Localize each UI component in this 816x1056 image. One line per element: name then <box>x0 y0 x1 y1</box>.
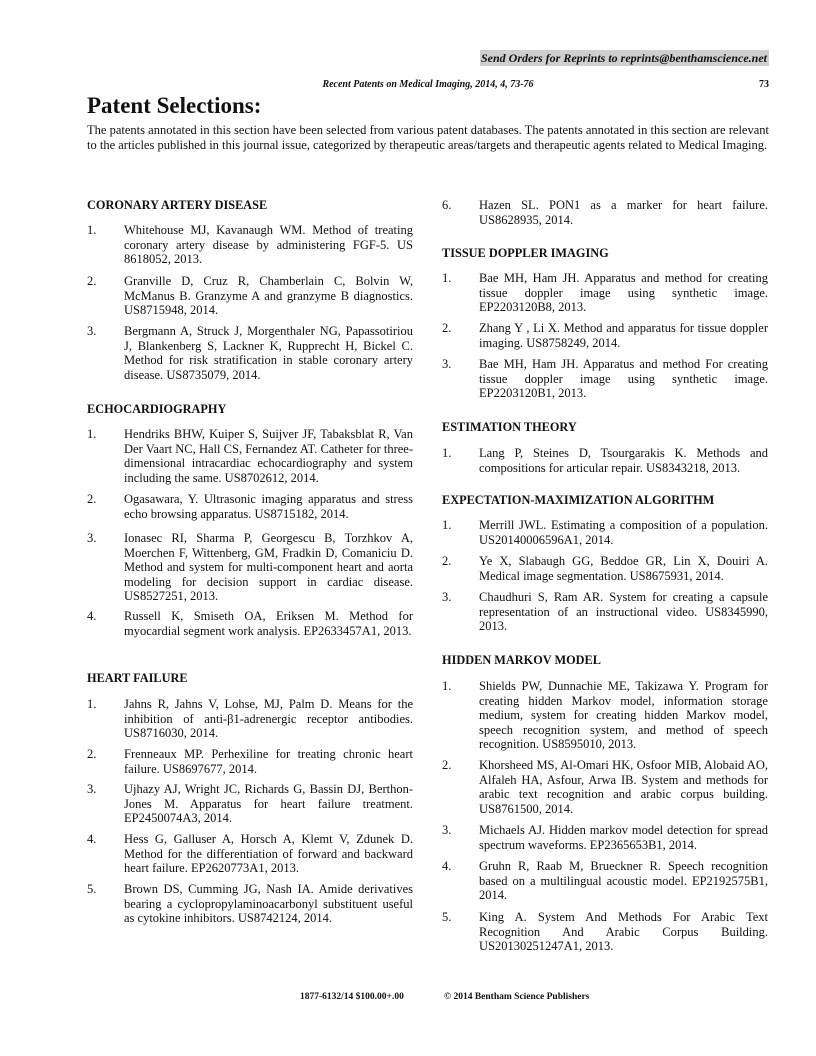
entry-text: Hess G, Galluser A, Horsch A, Klemt V, Zdunek D. Method for the differentiation of forward and backward heart failure. EP2620773A1, 2013. <box>124 832 413 876</box>
entry-text: King A. System And Methods For Arabic Text Recognition And Arabic Corpus Building. US20130251247A1, 2013. <box>479 910 768 954</box>
entry-number: 3. <box>87 782 97 796</box>
entry-number: 5. <box>442 910 452 924</box>
section-heading: EXPECTATION-MAXIMIZATION ALGORITHM <box>442 493 715 507</box>
intro-paragraph: The patents annotated in this section have been selected from various patent databases. The patents annotated in this section are relevant to the articles published in this journal issue, categorized by therapeutic areas/targets and therapeutic agents related to Medical Imaging. <box>87 123 769 152</box>
entry-number: 2. <box>442 758 452 772</box>
reprint-notice: Send Orders for Reprints to reprints@benthamscience.net <box>480 51 767 65</box>
entry-number: 3. <box>442 357 452 371</box>
entry-text: Zhang Y , Li X. Method and apparatus for tissue doppler imaging. US8758249, 2014. <box>479 321 768 350</box>
entry-number: 1. <box>442 518 452 532</box>
entry-text: Russell K, Smiseth OA, Eriksen M. Method for myocardial segment work analysis. EP2633457A1, 2013. <box>124 609 413 638</box>
patent-entry <box>87 747 413 776</box>
entry-number: 3. <box>442 590 452 604</box>
entry-number: 1. <box>87 223 97 237</box>
entry-number: 1. <box>87 427 97 441</box>
copyright: © 2014 Bentham Science Publishers <box>444 992 590 1002</box>
patent-entry <box>442 446 768 475</box>
section-heading: TISSUE DOPPLER IMAGING <box>442 246 609 260</box>
entry-number: 6. <box>442 198 452 212</box>
entry-text: Bergmann A, Struck J, Morgenthaler NG, Papassotiriou J, Blankenberg S, Lackner K, Rupprecht H, Bickel C. Method for risk stratification in stable coronary artery disease. US8735079, 2014. <box>124 324 413 382</box>
section-heading: ESTIMATION THEORY <box>442 420 577 434</box>
patent-entry <box>87 882 413 926</box>
entry-text: Gruhn R, Raab M, Brueckner R. Speech recognition based on a multilingual acoustic model. EP2192575B1, 2014. <box>479 859 768 903</box>
patent-entry <box>87 274 413 318</box>
section-heading: HIDDEN MARKOV MODEL <box>442 653 601 667</box>
entry-number: 1. <box>442 271 452 285</box>
patent-entry <box>442 321 768 350</box>
entry-text: Granville D, Cruz R, Chamberlain C, Bolvin W, McManus B. Granzyme A and granzyme B diagnostics. US8715948, 2014. <box>124 274 413 318</box>
patent-entry <box>442 198 768 227</box>
entry-text: Hendriks BHW, Kuiper S, Suijver JF, Tabaksblat R, Van Der Vaart NC, Hall CS, Fernandez AT. Catheter for three-dimensional intracardiac echocardiography and system including the same. US8702612, 2014. <box>124 427 413 485</box>
patent-entry <box>442 590 768 634</box>
patent-entry <box>87 782 413 826</box>
patent-entry <box>442 679 768 752</box>
entry-text: Whitehouse MJ, Kavanaugh WM. Method of treating coronary artery disease by administering FGF-5. US 8618052, 2013. <box>124 223 413 267</box>
patent-entry <box>442 271 768 315</box>
entry-number: 1. <box>442 679 452 693</box>
entry-number: 4. <box>87 832 97 846</box>
page-number: 73 <box>759 79 769 90</box>
patent-entry <box>87 832 413 876</box>
entry-text: Frenneaux MP. Perhexiline for treating chronic heart failure. US8697677, 2014. <box>124 747 413 776</box>
entry-number: 2. <box>87 492 97 506</box>
entry-number: 5. <box>87 882 97 896</box>
entry-text: Bae MH, Ham JH. Apparatus and method for creating tissue doppler image using synthetic image. EP2203120B8, 2013. <box>479 271 768 315</box>
section-heading: ECHOCARDIOGRAPHY <box>87 402 227 416</box>
patent-entry <box>442 758 768 816</box>
patent-entry <box>442 554 768 583</box>
entry-number: 4. <box>87 609 97 623</box>
entry-number: 1. <box>442 446 452 460</box>
section-heading: CORONARY ARTERY DISEASE <box>87 198 268 212</box>
journal-citation: Recent Patents on Medical Imaging, 2014, 4, 73-76 <box>322 79 534 90</box>
section-heading: HEART FAILURE <box>87 671 188 685</box>
entry-text: Michaels AJ. Hidden markov model detection for spread spectrum waveforms. EP2365653B1, 2014. <box>479 823 768 852</box>
entry-text: Hazen SL. PON1 as a marker for heart failure. US8628935, 2014. <box>479 198 768 227</box>
entry-number: 4. <box>442 859 452 873</box>
entry-text: Ionasec RI, Sharma P, Georgescu B, Torzhkov A, Moerchen F, Wittenberg, GM, Fradkin D, Comaniciu D. Method and system for multi-component heart and aorta modeling for decision support in cardiac disease. US8527251, 2013. <box>124 531 413 604</box>
patent-entry <box>87 697 413 741</box>
entry-text: Ujhazy AJ, Wright JC, Richards G, Bassin DJ, Berthon-Jones M. Apparatus for heart failure treatment. EP2450074A3, 2014. <box>124 782 413 826</box>
entry-text: Ye X, Slabaugh GG, Beddoe GR, Lin X, Douiri A. Medical image segmentation. US8675931, 2014. <box>479 554 768 583</box>
entry-number: 3. <box>87 324 97 338</box>
patent-entry <box>87 492 413 521</box>
entry-number: 1. <box>87 697 97 711</box>
entry-text: Merrill JWL. Estimating a composition of a population. US20140006596A1, 2014. <box>479 518 768 547</box>
patent-entry <box>442 859 768 903</box>
entry-number: 2. <box>87 747 97 761</box>
entry-text: Brown DS, Cumming JG, Nash IA. Amide derivatives bearing a cyclopropylaminoacarbonyl substituent useful as cytokine inhibitors. US8742124, 2014. <box>124 882 413 926</box>
patent-entry <box>87 531 413 604</box>
entry-number: 3. <box>442 823 452 837</box>
entry-text: Shields PW, Dunnachie ME, Takizawa Y. Program for creating hidden Markov model, information storage medium, system for creating hidden Markov model, speech recognition system, and method of speech recognition. US8595010, 2013. <box>479 679 768 752</box>
entry-number: 2. <box>442 321 452 335</box>
entry-text: Lang P, Steines D, Tsourgarakis K. Methods and compositions for articular repair. US8343218, 2013. <box>479 446 768 475</box>
entry-number: 2. <box>87 274 97 288</box>
page-title: Patent Selections: <box>87 93 262 118</box>
entry-text: Ogasawara, Y. Ultrasonic imaging apparatus and stress echo browsing apparatus. US8715182, 2014. <box>124 492 413 521</box>
entry-text: Bae MH, Ham JH. Apparatus and method For creating tissue doppler image using synthetic image. EP2203120B1, 2013. <box>479 357 768 401</box>
entry-text: Chaudhuri S, Ram AR. System for creating a capsule representation of an instructional video. US8345990, 2013. <box>479 590 768 634</box>
issn-price: 1877-6132/14 $100.00+.00 <box>300 992 404 1002</box>
patent-entry <box>87 609 413 638</box>
entry-number: 2. <box>442 554 452 568</box>
patent-entry <box>442 357 768 401</box>
patent-entry <box>442 518 768 547</box>
patent-entry <box>442 823 768 852</box>
patent-entry <box>442 910 768 954</box>
entry-number: 3. <box>87 531 97 545</box>
entry-text: Khorsheed MS, Al-Omari HK, Osfoor MIB, Alobaid AO, Alfaleh HA, Asfour, Arwa IB. System and methods for arabic text recognition and arabic corpus building. US8761500, 2014. <box>479 758 768 816</box>
patent-entry <box>87 223 413 267</box>
patent-entry <box>87 427 413 485</box>
entry-text: Jahns R, Jahns V, Lohse, MJ, Palm D. Means for the inhibition of anti-β1-adrenergic receptor antibodies. US8716030, 2014. <box>124 697 413 741</box>
patent-entry <box>87 324 413 382</box>
